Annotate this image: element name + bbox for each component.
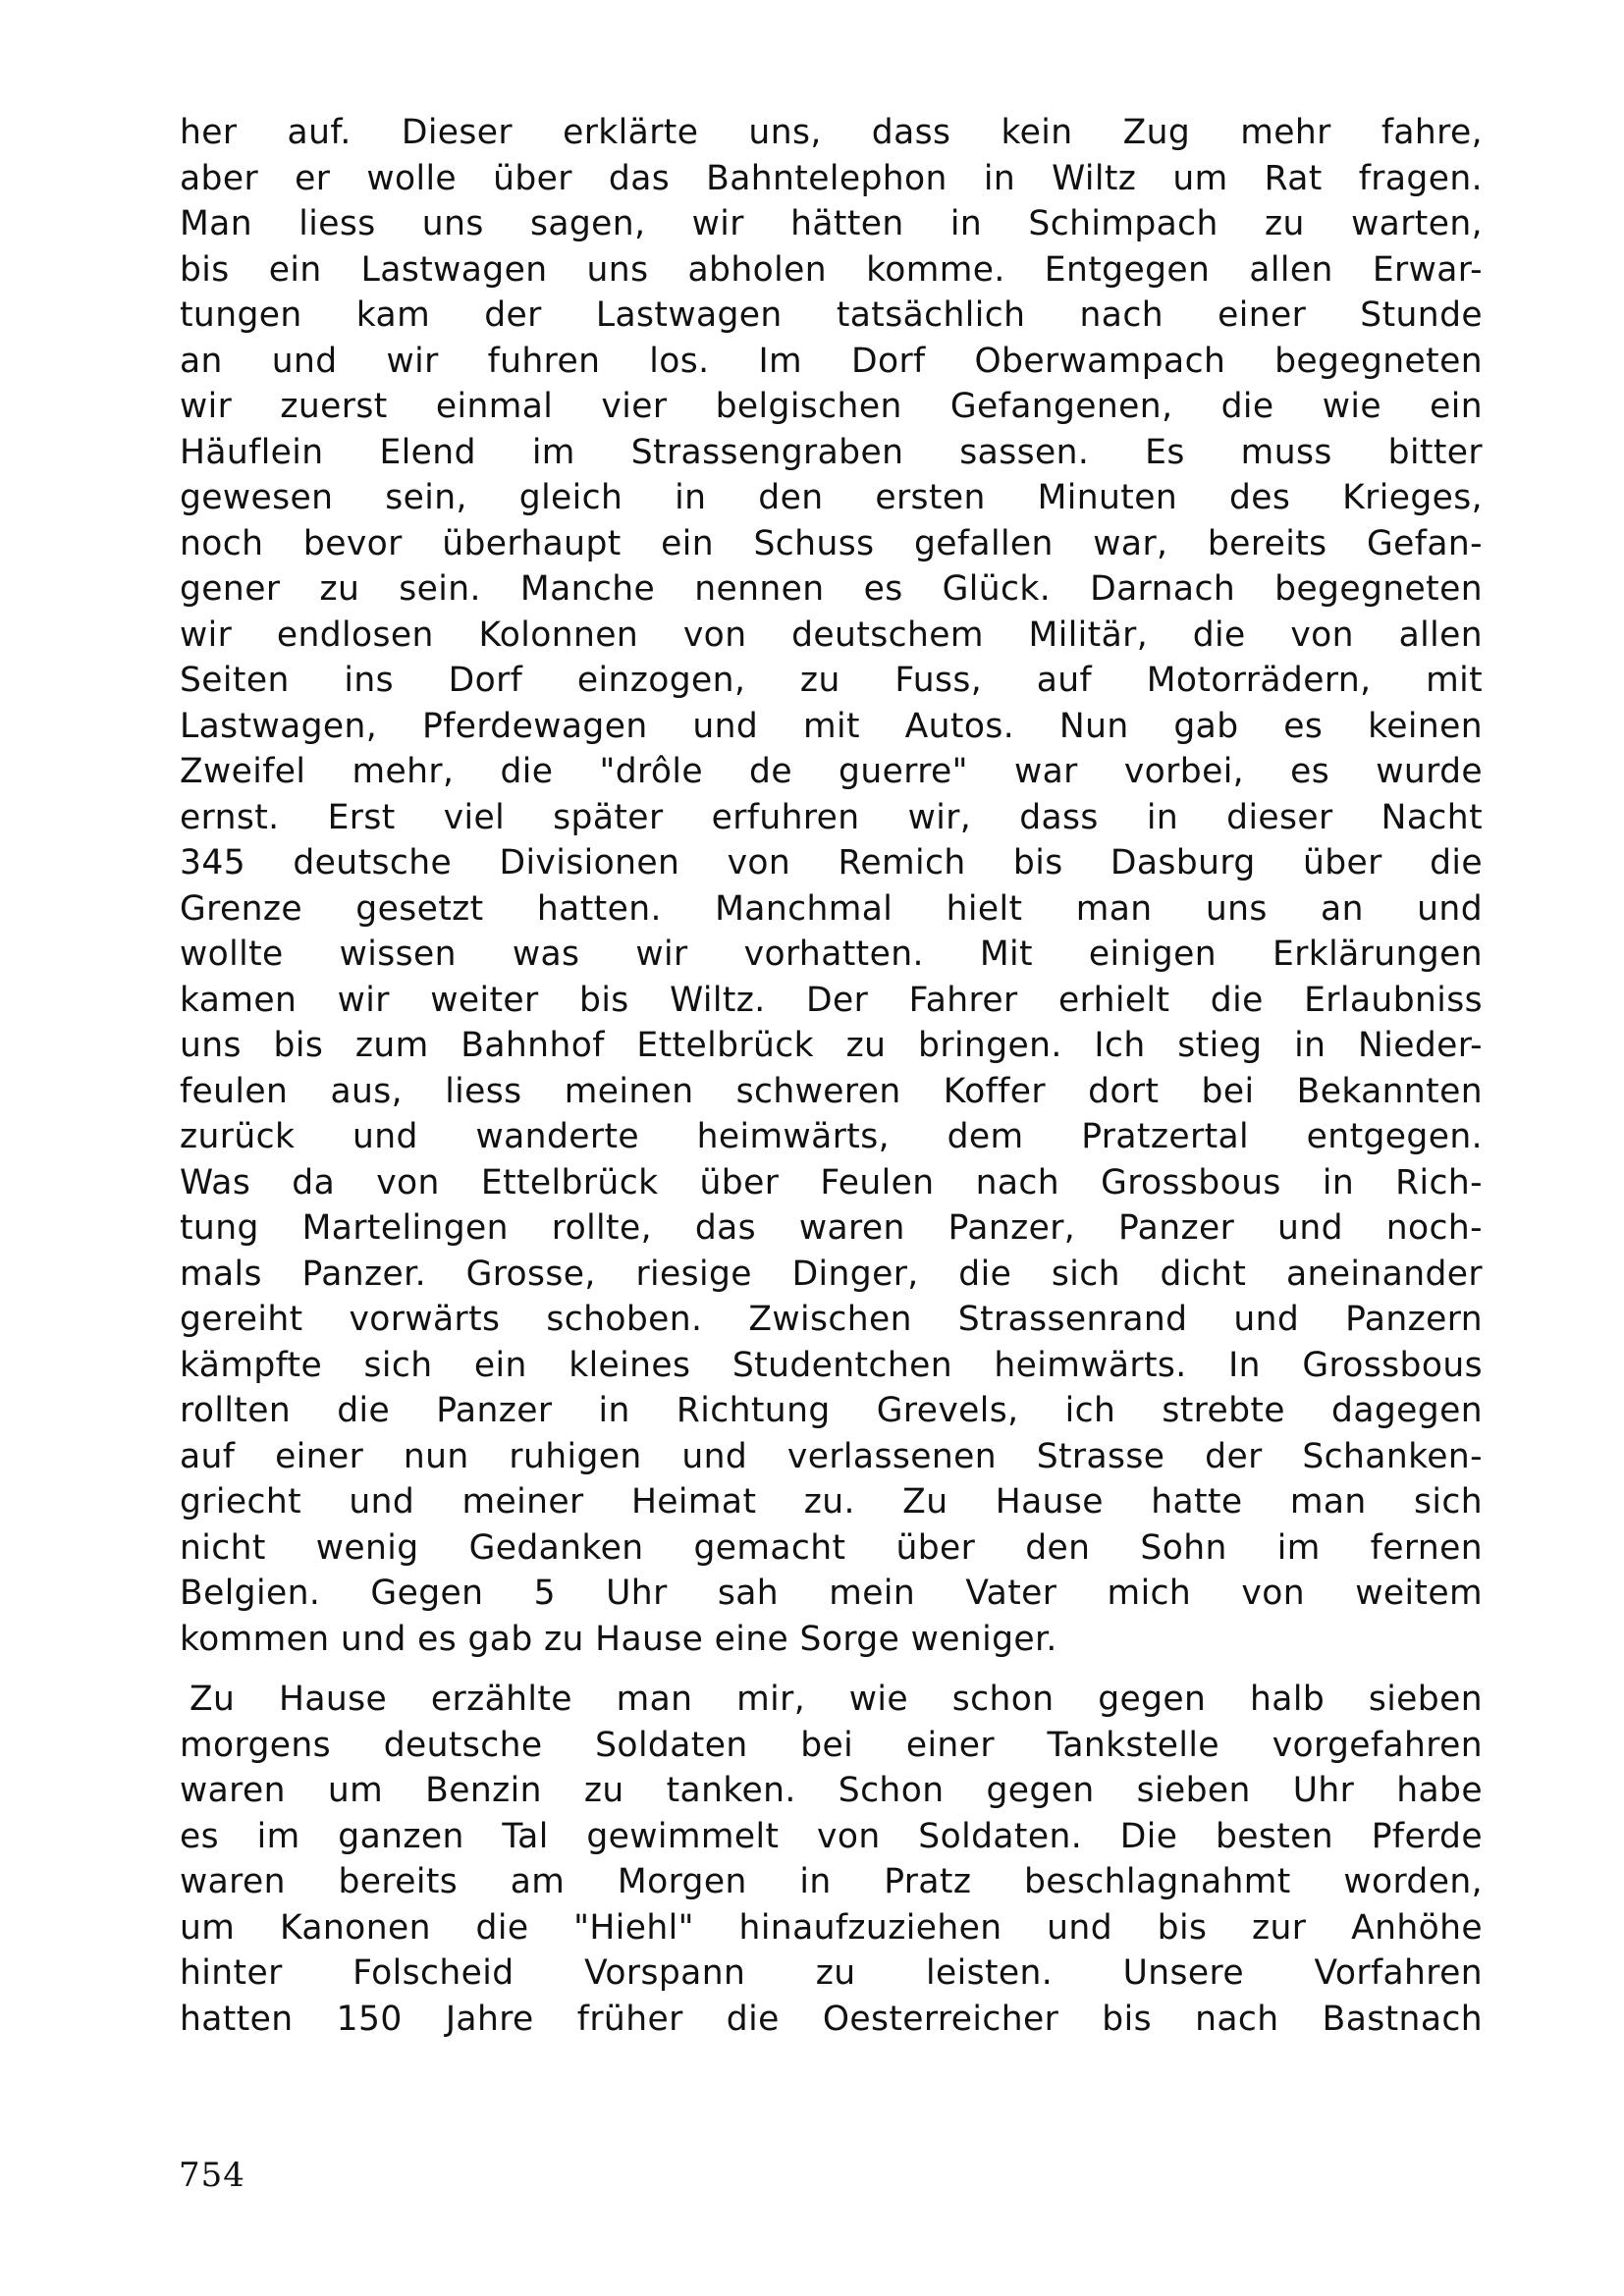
- paragraph-1: [180, 110, 1483, 1662]
- text-line: tung Martelingen rollte, das waren Panzer, Panzer und noch-: [180, 1208, 1483, 1248]
- text-line: wir endlosen Kolonnen von deutschem Militär, die von allen: [180, 614, 1483, 655]
- text-line: Man liess uns sagen, wir hätten in Schimpach zu warten,: [180, 204, 1483, 243]
- text-line: Seiten ins Dorf einzogen, zu Fuss, auf Motorrädern, mit: [180, 661, 1483, 700]
- text-line: Belgien. Gegen 5 Uhr sah mein Vater mich von weitem: [180, 1574, 1483, 1613]
- text-line: hinter Folscheid Vorspann zu leisten. Unsere Vorfahren: [180, 1953, 1483, 1993]
- text-line: gewesen sein, gleich in den ersten Minuten des Krieges,: [180, 478, 1483, 517]
- text-line: kämpfte sich ein kleines Studentchen heimwärts. In Grossbous: [180, 1345, 1483, 1385]
- text-line: griecht und meiner Heimat zu. Zu Hause hatte man sich: [180, 1482, 1483, 1522]
- text-line: gener zu sein. Manche nennen es Glück. Darnach begegneten: [180, 569, 1483, 609]
- text-line: gereiht vorwärts schoben. Zwischen Strassenrand und Panzern: [180, 1300, 1483, 1339]
- text-line: auf einer nun ruhigen und verlassenen Strasse der Schanken-: [180, 1436, 1483, 1476]
- text-line: uns bis zum Bahnhof Ettelbrück zu bringen. Ich stieg in Nieder-: [180, 1026, 1483, 1065]
- text-line: waren bereits am Morgen in Pratz beschlagnahmt worden,: [180, 1862, 1483, 1901]
- text-line: Zweifel mehr, die "drôle de guerre" war vorbei, es wurde: [180, 752, 1483, 791]
- text-line: ernst. Erst viel später erfuhren wir, dass in dieser Nacht: [180, 797, 1483, 837]
- text-line: 345 deutsche Divisionen von Remich bis Dasburg über die: [180, 843, 1483, 882]
- text-line: kamen wir weiter bis Wiltz. Der Fahrer erhielt die Erlaubniss: [180, 980, 1483, 1020]
- text-line: Grenze gesetzt hatten. Manchmal hielt man uns an und: [180, 888, 1483, 929]
- text-line: tungen kam der Lastwagen tatsächlich nach einer Stunde: [180, 295, 1483, 335]
- text-line: feulen aus, liess meinen schweren Koffer dort bei Bekannten: [180, 1071, 1483, 1111]
- text-line: Häuflein Elend im Strassengraben sassen. Es muss bitter: [180, 432, 1483, 472]
- text-line: Lastwagen, Pferdewagen und mit Autos. Nun gab es keinen: [180, 706, 1483, 746]
- text-line: waren um Benzin zu tanken. Schon gegen sieben Uhr habe: [180, 1771, 1483, 1810]
- text-line: wollte wissen was wir vorhatten. Mit einigen Erklärungen: [180, 934, 1483, 974]
- text-line: her auf. Dieser erklärte uns, dass kein Zug mehr fahre,: [180, 113, 1483, 152]
- text-line: noch bevor überhaupt ein Schuss gefallen war, bereits Gefan-: [180, 523, 1483, 563]
- text-line: aber er wolle über das Bahntelephon in Wiltz um Rat fragen.: [180, 158, 1483, 198]
- text-line: nicht wenig Gedanken gemacht über den Sohn im fernen: [180, 1527, 1483, 1568]
- text-line: an und wir fuhren los. Im Dorf Oberwampach begegneten: [180, 341, 1483, 381]
- text-line: hatten 150 Jahre früher die Oesterreicher bis nach Bastnach: [180, 1999, 1483, 2039]
- text-line: kommen und es gab zu Hause eine Sorge weniger.: [180, 1619, 1057, 1659]
- text-line: bis ein Lastwagen uns abholen komme. Entgegen allen Erwar-: [180, 249, 1483, 290]
- text-line: wir zuerst einmal vier belgischen Gefangenen, die wie ein: [180, 387, 1483, 426]
- text-line: rollten die Panzer in Richtung Grevels, ich strebte dagegen: [180, 1391, 1483, 1430]
- paragraph-2: [180, 1677, 1483, 2042]
- page-number: 754: [179, 2156, 245, 2195]
- text-line: es im ganzen Tal gewimmelt von Soldaten. Die besten Pferde: [180, 1816, 1483, 1856]
- text-line: Zu Hause erzählte man mir, wie schon gegen halb sieben: [189, 1680, 1483, 1719]
- text-line: morgens deutsche Soldaten bei einer Tankstelle vorgefahren: [180, 1725, 1483, 1765]
- text-line: mals Panzer. Grosse, riesige Dinger, die sich dicht aneinander: [180, 1254, 1483, 1294]
- text-line: zurück und wanderte heimwärts, dem Pratzertal entgegen.: [180, 1117, 1483, 1156]
- text-line: um Kanonen die "Hiehl" hinaufzuziehen und bis zur Anhöhe: [180, 1907, 1483, 1948]
- text-line: Was da von Ettelbrück über Feulen nach Grossbous in Rich-: [180, 1162, 1483, 1202]
